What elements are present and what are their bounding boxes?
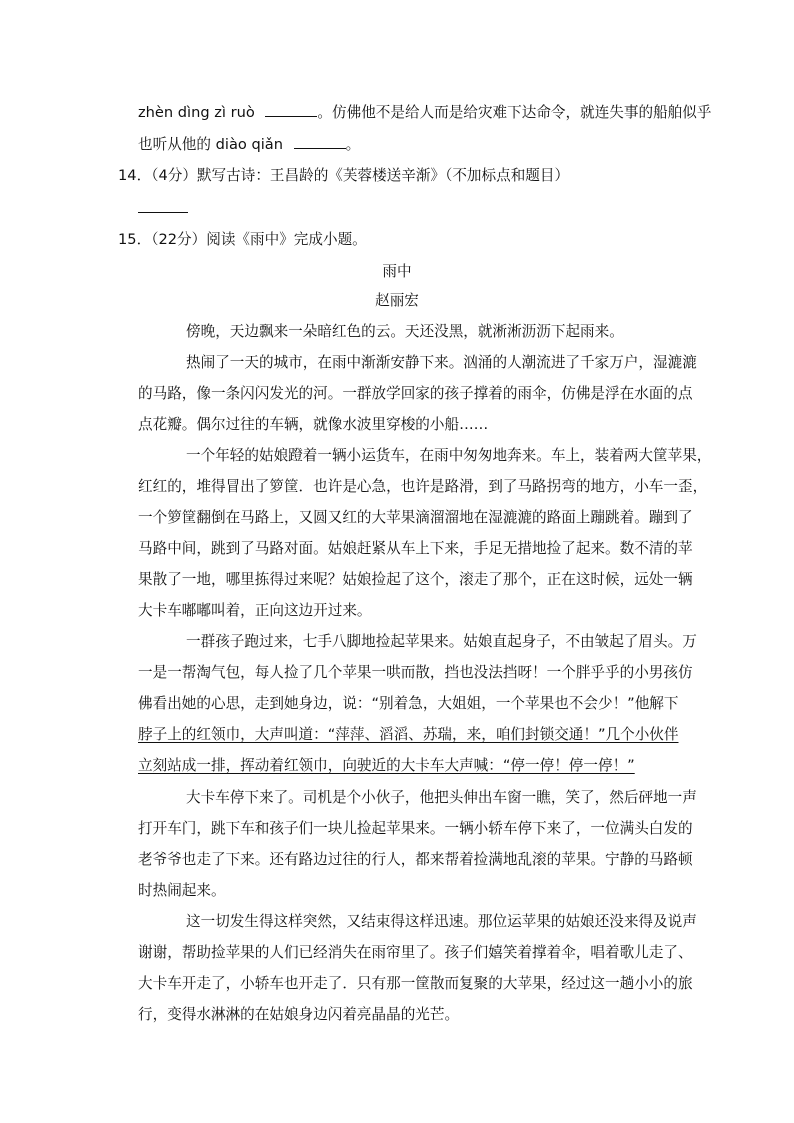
answer-blank-2[interactable] [294,134,346,149]
q13-line2-end: 。 [345,136,361,153]
article-line: 大卡车停下来了。司机是个小伙子，他把头伸出车窗一瞧，笑了，然后砰地一声 [186,789,697,806]
article-line: 时热闹起来。 [138,882,226,899]
article-line-underlined: 脖子上的红领巾，大声叫道：“萍萍、滔滔、苏瑞，来，咱们封锁交通！”几个小伙伴 [138,726,679,743]
answer-blank-3[interactable] [138,198,188,213]
question-15 [118,230,367,250]
article-line: 的马路，像一条闪闪发光的河。一群放学回家的孩子撑着的雨伞，仿佛是浮在水面的点 [138,385,693,402]
article-line: 一个年轻的姑娘蹬着一辆小运货车，在雨中匆匆地奔来。车上，装着两大筐苹果， [186,447,712,464]
question-score: （4分） [151,167,197,184]
article-line: 谢谢，帮助捡苹果的人们已经消失在雨帘里了。孩子们嬉笑着撑着伞，唱着歌儿走了、 [138,944,693,961]
article-line: 傍晚，天边飘来一朵暗红色的云。天还没黑，就淅淅沥沥下起雨来。 [186,323,624,340]
article-line-underlined: 立刻站成一排，挥动着红领巾，向驶近的大卡车大声喊：“停一停！停一停！” [138,757,635,774]
article-line: 行，变得水淋淋的在姑娘身边闪着亮晶晶的光芒。 [138,1006,460,1023]
article-title: 雨中 [382,263,412,280]
article-line: 点花瓣。偶尔过往的车辆，就像水波里穿梭的小船…… [138,416,489,433]
article-line: 大卡车嘟嘟叫着，正向这边开过来。 [138,602,372,619]
article-line: 这一切发生得这样突然，又结束得这样迅速。那位运苹果的姑娘还没来得及说声 [186,913,697,930]
article-line: 红红的，堆得冒出了箩筐．也许是心急，也许是路滑，到了马路拐弯的地方，小车一歪， [138,478,708,495]
q13-line2 [138,134,360,155]
pinyin-zhen-ding-zi-ruo: zhèn dìng zì ruò [138,104,255,121]
question-number: 15． [118,231,152,248]
article-line: 果散了一地，哪里拣得过来呢？姑娘捡起了这个，滚走了那个，正在这时候，远处一辆 [138,571,693,588]
article-line: 一群孩子跑过来，七手八脚地捡起苹果来。姑娘直起身子，不由皱起了眉头。万 [186,633,697,650]
article-line: 老爷爷也走了下来。还有路边过往的行人，都来帮着捡满地乱滚的苹果。宁静的马路顿 [138,851,693,868]
question-score: （22分） [151,231,207,248]
article-line: 打开车门，跳下车和孩子们一块儿捡起苹果来。一辆小轿车停下来了，一位满头白发的 [138,820,693,837]
article-line: 一个箩筐翻倒在马路上，又圆又红的大苹果滴溜溜地在湿漉漉的路面上蹦跳着。蹦到了 [138,509,693,526]
q13-line1 [138,102,711,123]
answer-blank-1[interactable] [265,102,317,117]
article-line: 大卡车开走了，小轿车也开走了．只有那一筐散而复聚的大苹果，经过这一趟小小的旅 [138,975,693,992]
q14-answer-line [138,198,188,219]
pinyin-diao-qian: diào qiǎn [215,136,283,153]
article-author: 赵丽宏 [375,292,419,309]
q13-line2-text: 也听从他的 [138,136,211,153]
question-prompt: 默写古诗：王昌龄的《芙蓉楼送辛渐》（不加标点和题目） [196,167,570,184]
question-14 [118,166,569,186]
article-line: 一是一帮淘气包，每人捡了几个苹果一哄而散，挡也没法挡呀！一个胖乎乎的小男孩仿 [138,664,693,681]
question-number: 14． [118,167,152,184]
article-line: 热闹了一天的城市，在雨中渐渐安静下来。汹涌的人潮流进了千家万户，湿漉漉 [186,354,697,371]
article-line: 马路中间，跳到了马路对面。姑娘赶紧从车上下来，手足无措地捡了起来。数不清的苹 [138,540,693,557]
q13-line1-text: 。仿佛他不是给人而是给灾难下达命令，就连失事的船舶似乎 [317,104,712,121]
article-line: 佛看出她的心思，走到她身边，说：“别着急，大姐姐，一个苹果也不会少！”他解下 [138,695,679,712]
question-prompt: 阅读《雨中》完成小题。 [206,231,367,248]
